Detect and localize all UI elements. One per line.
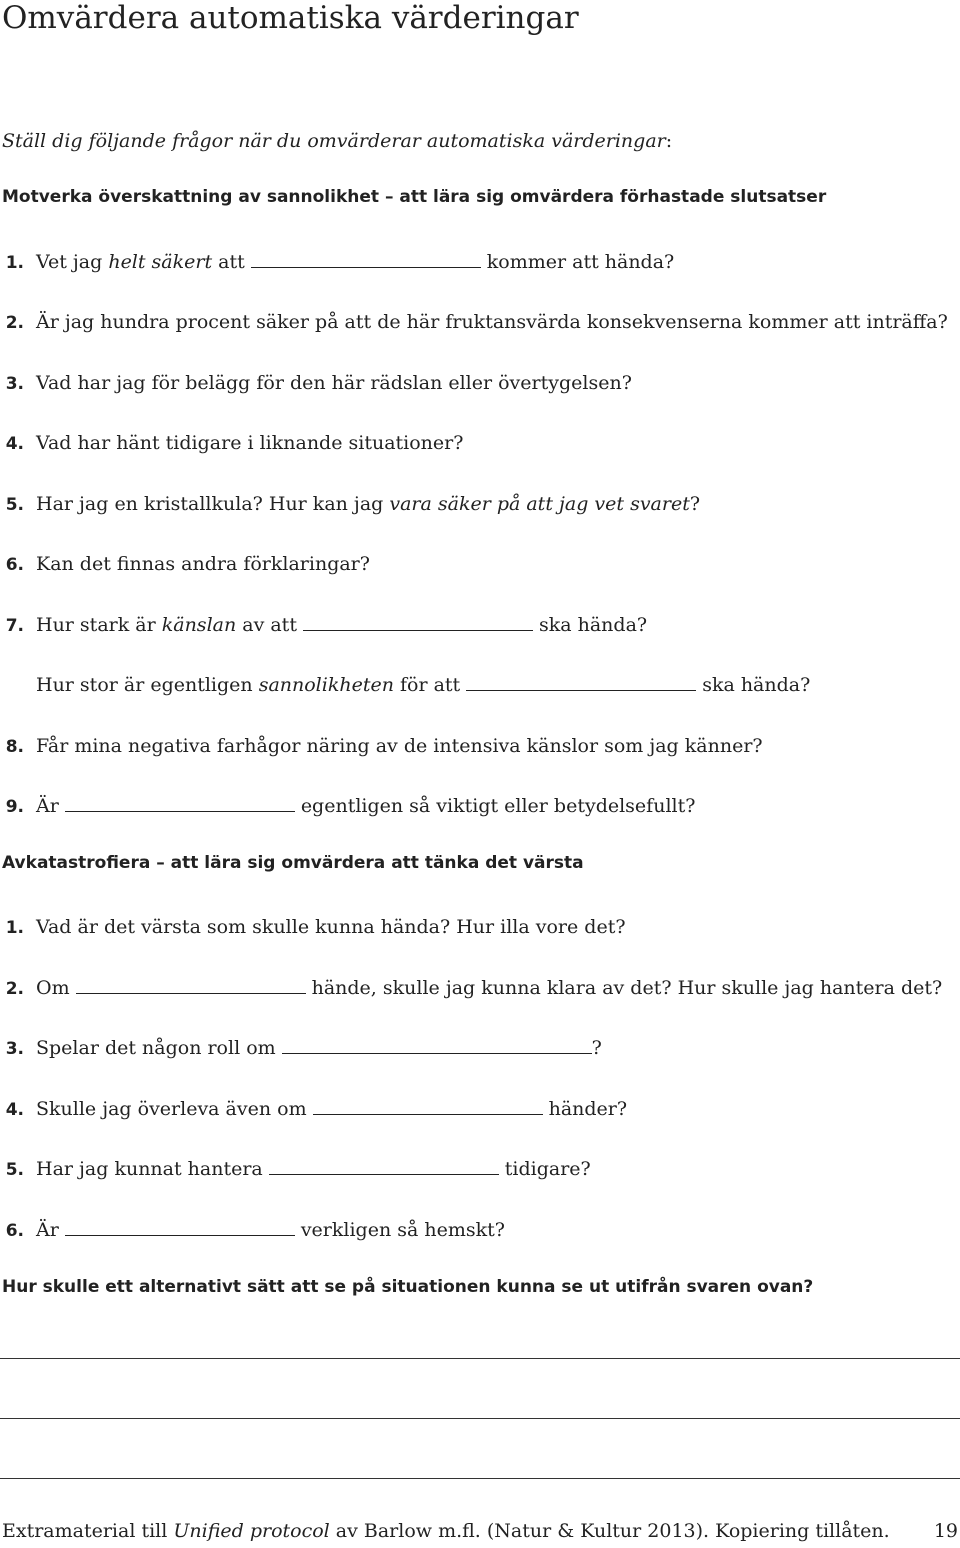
answer-blank[interactable] <box>76 992 306 994</box>
answer-blank[interactable] <box>466 689 696 691</box>
answer-blank[interactable] <box>303 629 533 631</box>
answer-line[interactable] <box>0 1478 960 1479</box>
intro-text: Ställ dig följande frågor när du omvärderar automatiska värderingar: <box>2 130 673 152</box>
answer-blank[interactable] <box>65 1234 295 1236</box>
answer-blank[interactable] <box>65 810 295 812</box>
closing-question: Hur skulle ett alternativt sätt att se på situationen kunna se ut utifrån svaren ovan? <box>2 1277 814 1297</box>
answer-blank[interactable] <box>251 266 481 268</box>
page-title: Omvärdera automatiska värderingar <box>2 0 579 36</box>
answer-blank[interactable] <box>269 1173 499 1175</box>
page-number: 19 <box>933 1520 958 1542</box>
answer-line[interactable] <box>0 1418 960 1419</box>
answer-blank[interactable] <box>313 1113 543 1115</box>
answer-line[interactable] <box>0 1358 960 1359</box>
footer-text: Extramaterial till Unified protocol av Barlow m.fl. (Natur & Kultur 2013). Kopiering tillåten. <box>2 1520 890 1542</box>
section-heading-decatastrophizing: Avkatastrofiera – att lära sig omvärdera att tänka det värsta <box>2 853 584 873</box>
answer-blank[interactable] <box>282 1052 592 1054</box>
section-heading-overestimation: Motverka överskattning av sannolikhet – att lära sig omvärdera förhastade slutsatser <box>2 187 827 207</box>
